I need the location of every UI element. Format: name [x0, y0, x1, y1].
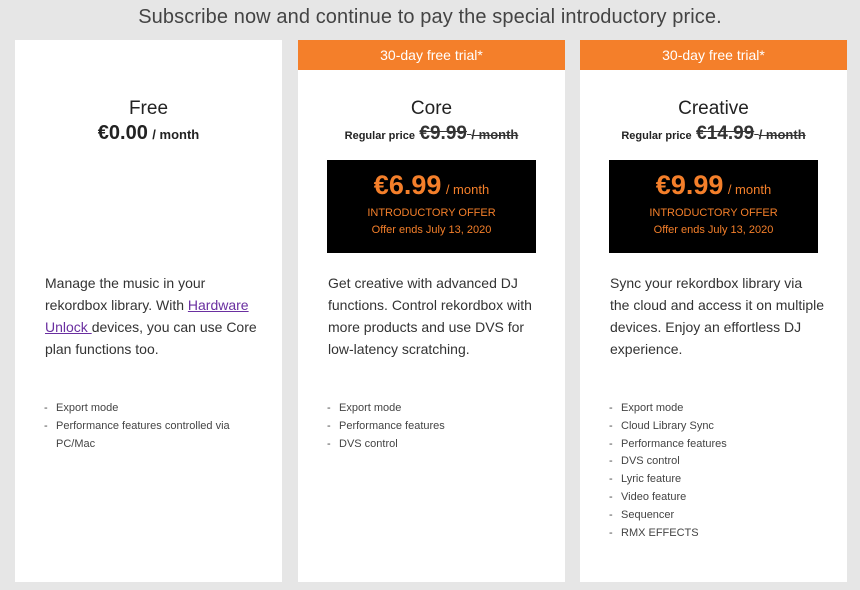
regular-price-strikethrough [419, 123, 519, 144]
feature-item: - DVS control [327, 436, 547, 454]
plan-card-creative[interactable] [580, 40, 847, 582]
offer-price-period: / month [727, 182, 772, 197]
regular-price [580, 123, 847, 145]
plan-description [45, 272, 260, 360]
trial-banner: 30-day free trial* [580, 40, 847, 70]
hardware-unlock-link[interactable]: Hardware Unlock [45, 297, 249, 335]
plan-name: Core [410, 98, 453, 119]
feature-item: - Performance features [327, 418, 547, 436]
feature-item: - Lyric feature [609, 471, 829, 489]
offer-box [327, 160, 536, 253]
desc-text: devices, you can use Core plan functions too. [45, 319, 257, 357]
offer-end-date: Offer ends July 13, 2020 [371, 224, 492, 236]
feature-item: - Sequencer [609, 507, 829, 525]
offer-end-date: Offer ends July 13, 2020 [653, 224, 774, 236]
plan-description: Sync your rekordbox library via the cloud and access it on multiple devices. Enjoy an effortless DJ experience. [610, 275, 825, 357]
regular-price-label: Regular price [621, 130, 692, 142]
plan-card-core[interactable] [298, 40, 565, 582]
plan-name: Free [128, 98, 169, 119]
regular-price-amount: €9.99 [419, 123, 467, 144]
offer-label: INTRODUCTORY OFFER [649, 207, 778, 219]
offer-price-amount: €6.99 [373, 170, 442, 200]
feature-item: - RMX EFFECTS [609, 525, 829, 543]
price-amount: €0.00 [97, 122, 148, 144]
feature-item: - Export mode [609, 400, 829, 418]
feature-item: - Performance features [609, 436, 829, 454]
page-headline: Subscribe now and continue to pay the special introductory price. [138, 6, 722, 28]
regular-price-strikethrough [696, 123, 806, 144]
regular-price-amount: €14.99 [696, 123, 755, 144]
offer-price-period: / month [445, 182, 490, 197]
feature-item: - Video feature [609, 489, 829, 507]
feature-item: - DVS control [609, 453, 829, 471]
plan-name: Creative [678, 98, 749, 119]
feature-item: - Cloud Library Sync [609, 418, 829, 436]
regular-price-period: / month [471, 127, 519, 142]
regular-price-period: / month [758, 127, 806, 142]
feature-list [609, 400, 829, 542]
regular-price [298, 123, 565, 145]
feature-item: - Performance features controlled via PC/Mac [44, 418, 264, 454]
feature-item: - Export mode [44, 400, 264, 418]
price-period: / month [152, 127, 200, 142]
offer-box [609, 160, 818, 253]
plan-description: Get creative with advanced DJ functions. Control rekordbox with more products and use DVS for low-latency scratching. [328, 275, 532, 357]
trial-banner: 30-day free trial* [298, 40, 565, 70]
offer-price [609, 170, 818, 201]
desc-text: Manage the music in your rekordbox library. With [45, 275, 206, 313]
feature-list [44, 400, 264, 453]
offer-label: INTRODUCTORY OFFER [367, 207, 496, 219]
plan-price [15, 122, 282, 145]
regular-price-label: Regular price [344, 130, 415, 142]
feature-item: - Export mode [327, 400, 547, 418]
offer-price [327, 170, 536, 201]
offer-price-amount: €9.99 [655, 170, 724, 200]
feature-list [327, 400, 547, 453]
plan-card-free[interactable] [15, 40, 282, 582]
